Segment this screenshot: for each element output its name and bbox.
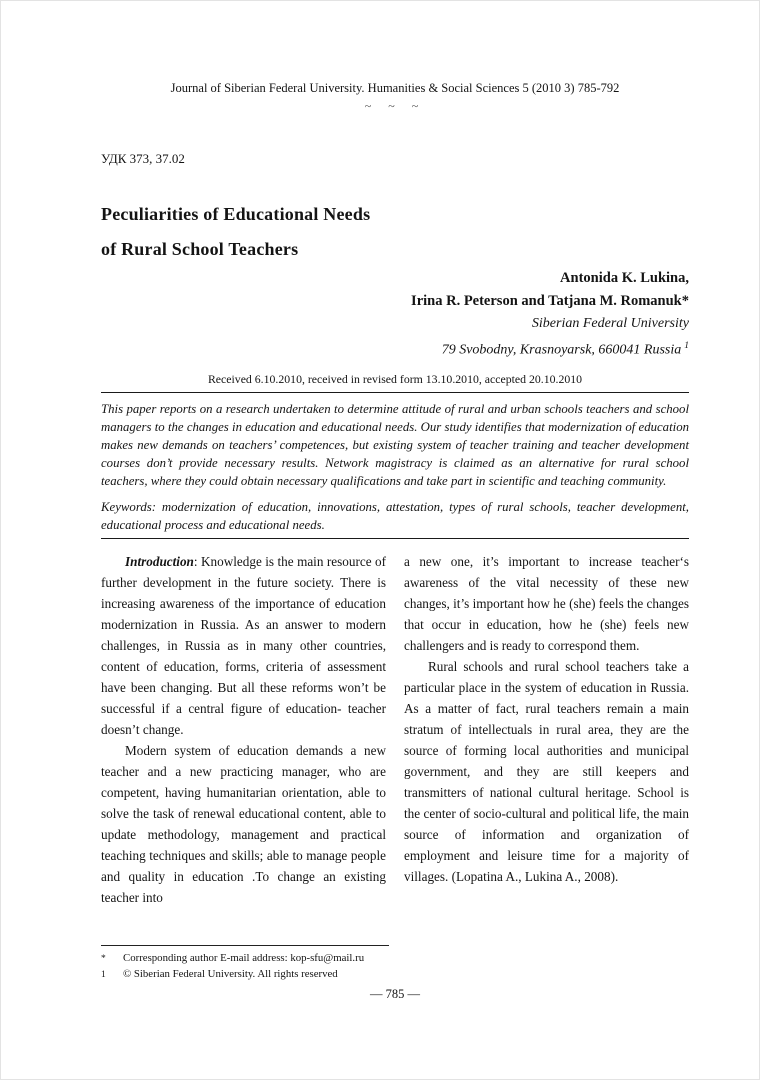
intro-paragraph: [101, 551, 386, 740]
udk-code: УДК 373, 37.02: [101, 151, 185, 166]
paragraph-left-2: Modern system of education demands a new teacher and a new practicing manager, who are competent, having humanitarian orientation, able to solve the task of renewal educational content, able to update methodology, management and practical teaching techniques and skills; able to manage people and quality in education .To change an existing teacher into: [101, 742, 386, 905]
address-text: 79 Svobodny, Krasnoyarsk, 660041 Russia: [441, 342, 682, 358]
paragraph-right-2: Rural schools and rural school teachers take a particular place in the system of education in Russia. As a matter of fact, rural teachers remain a main stratum of intellectuals in rural area, they are the source of forming local authorities and municipal government, and they are still keepers and transmitters of national cultural heritage. School is the center of socio-cultural and political life, the main source of information and organization of employment and leisure time for a majority of villages. (Lopatina A., Lukina A., 2008).: [404, 658, 689, 884]
footnote-rule: [101, 945, 389, 946]
title-line-2: of Rural School Teachers: [101, 239, 299, 259]
abstract-text: This paper reports on a research undertaken to determine attitude of rural and urban schools teachers and school managers to the changes in education and educational needs. Our study identifies that modernization of education makes new demands on teachers’ competences, but existing system of teacher training and teacher development courses don’t provide necessary results. Network magistracy is claimed as an alternative for rural school teachers, where they could obtain necessary qualifications and take part in scientific and teaching community.: [101, 401, 689, 488]
paper-title: [101, 197, 689, 267]
title-line-1: Peculiarities of Educational Needs: [101, 204, 371, 224]
intro-lead: Introduction: [125, 553, 194, 569]
footnote-corresponding-author: [101, 951, 689, 967]
footnote-area: [101, 945, 689, 983]
footnote-mark: 1: [101, 970, 106, 980]
footnote-text: Corresponding author E-mail address: kop-sfu@mail.ru: [123, 952, 365, 964]
author-address: [101, 335, 689, 362]
body-right-column: [404, 551, 689, 908]
keywords-text: modernization of education, innovations, attestation, types of rural schools, teacher development, educational process and educational needs.: [101, 499, 689, 532]
received-dates: Received 6.10.2010, received in revised form 13.10.2010, accepted 20.10.2010: [207, 371, 583, 386]
footnote-copyright: [101, 967, 689, 983]
authors-block: [101, 267, 689, 362]
abstract-section: [101, 392, 689, 539]
journal-header: Journal of Siberian Federal University. Humanities & Social Sciences 5 (2010 3) 785-792: [170, 81, 620, 95]
footnote-text: © Siberian Federal University. All rights reserved: [123, 968, 338, 980]
tilde-ornament: ~ ~ ~: [364, 99, 426, 113]
footnote-mark: *: [101, 954, 106, 964]
author-line-2: Irina R. Peterson and Tatjana M. Romanuk*: [411, 293, 689, 309]
body-left-column: [101, 551, 386, 908]
address-footnote-mark: 1: [684, 341, 689, 351]
affiliation: Siberian Federal University: [531, 316, 689, 331]
body-columns: [101, 551, 689, 908]
keywords-label: Keywords:: [101, 499, 156, 514]
author-line-1: Antonida K. Lukina,: [560, 270, 689, 286]
page-number: — 785 —: [370, 987, 420, 1001]
paragraph-right-continuation: a new one, it’s important to increase teacher‘s awareness of the vital necessity of these new changes, it’s important how he (she) feels the changes that occur in education, how he (she) feels new challengers and is ready to correspond them.: [404, 553, 689, 653]
intro-rest: : Knowledge is the main resource of further development in the future society. There is increasing awareness of the importance of education modernization in Russia. As an answer to modern challenges, in Russia as in many other countries, content of education, forms, criteria of assessment have been changing. But all these reforms won’t be successful if a central figure of education- teacher doesn’t change.: [101, 553, 386, 737]
keywords-line: [101, 498, 689, 534]
